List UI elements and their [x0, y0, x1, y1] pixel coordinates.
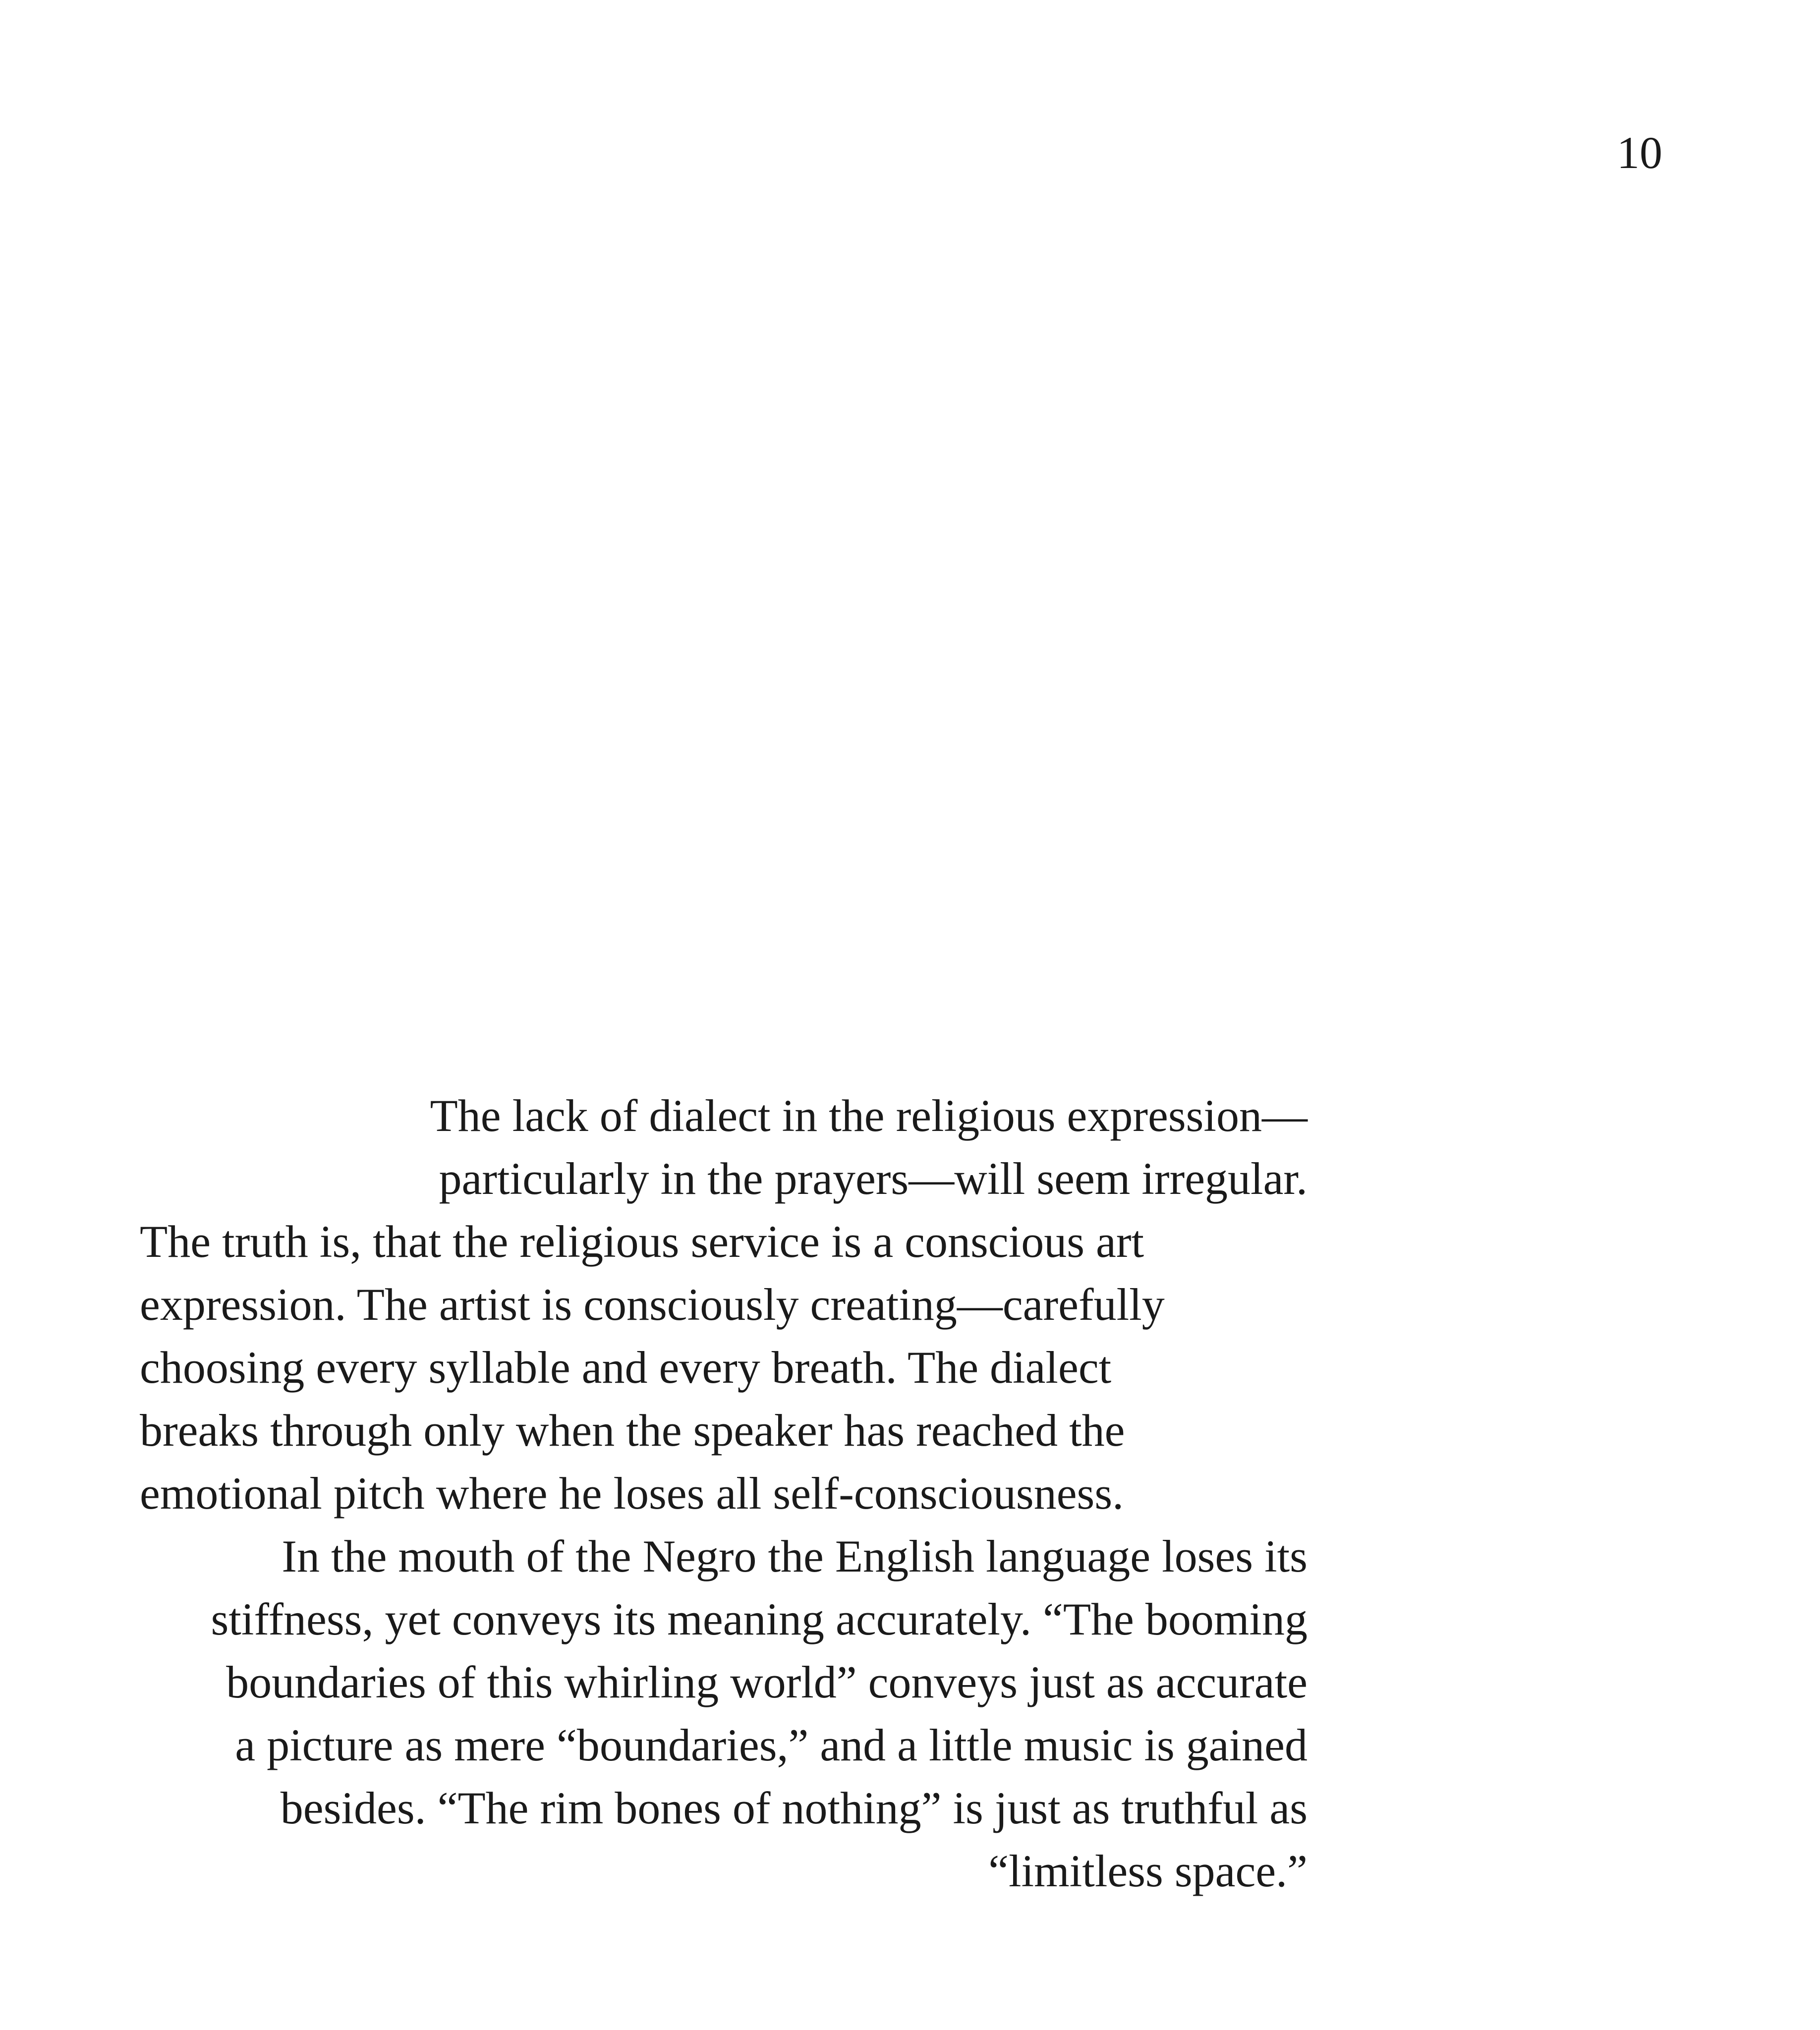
text-line: emotional pitch where he loses all self-consciousness.	[140, 1468, 1124, 1519]
paragraph-2	[140, 1210, 1308, 1525]
text-line: besides. “The rim bones of nothing” is just as truthful as	[280, 1783, 1308, 1833]
text-line: The truth is, that the religious service is a conscious art	[140, 1216, 1144, 1267]
text-line: expression. The artist is consciously creating—carefully	[140, 1279, 1165, 1330]
text-line: stiffness, yet conveys its meaning accurately. “The booming	[211, 1594, 1308, 1644]
text-line: a picture as mere “boundaries,” and a little music is gained	[235, 1720, 1308, 1770]
text-line: In the mouth of the Negro the English language loses its	[282, 1531, 1308, 1581]
paragraph-3	[140, 1525, 1308, 1903]
text-line: particularly in the prayers—will seem irregular.	[439, 1153, 1308, 1204]
paragraph-1	[140, 1084, 1308, 1210]
body-text	[140, 1084, 1308, 1903]
text-line: breaks through only when the speaker has reached the	[140, 1405, 1125, 1456]
text-line: The lack of dialect in the religious expression—	[430, 1090, 1308, 1141]
page-number: 10	[1617, 127, 1662, 178]
text-line: boundaries of this whirling world” conveys just as accurate	[226, 1657, 1308, 1707]
text-line: “limitless space.”	[988, 1846, 1308, 1896]
text-line: choosing every syllable and every breath. The dialect	[140, 1342, 1112, 1393]
